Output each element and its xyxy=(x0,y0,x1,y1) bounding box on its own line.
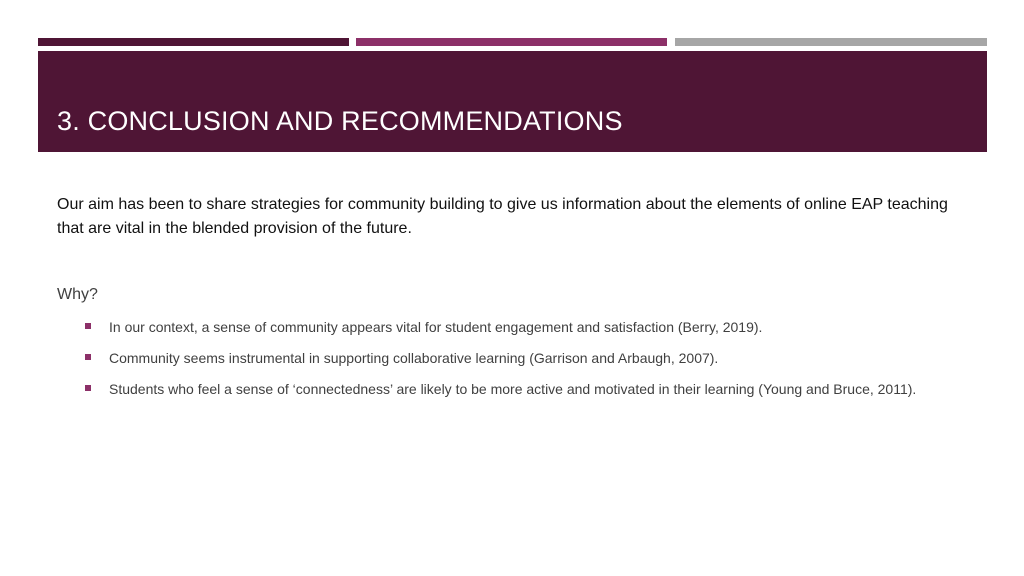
bullet-item xyxy=(83,348,973,368)
square-bullet-icon xyxy=(85,323,91,329)
title-band xyxy=(38,51,987,152)
square-bullet-icon xyxy=(85,354,91,360)
slide-title: 3. CONCLUSION AND RECOMMENDATIONS xyxy=(57,106,623,136)
intro-paragraph: Our aim has been to share strategies for community building to give us information about the elements of online EAP teaching that are vital in the blended provision of the future. xyxy=(57,196,948,237)
bullet-text: In our context, a sense of community appears vital for student engagement and satisfaction (Berry, 2019). xyxy=(109,319,763,335)
why-heading: Why? xyxy=(57,286,98,303)
accent-bar-dark xyxy=(38,38,349,46)
bullet-text: Students who feel a sense of ‘connectedness’ are likely to be more active and motivated in their learning (Young and Bruce, 2011). xyxy=(109,381,917,397)
bullet-item xyxy=(83,379,973,399)
bullet-text: Community seems instrumental in supporting collaborative learning (Garrison and Arbaugh, 2007). xyxy=(109,350,719,366)
accent-bar-gray xyxy=(675,38,987,46)
accent-bar-magenta xyxy=(356,38,667,46)
square-bullet-icon xyxy=(85,385,91,391)
bullet-list xyxy=(83,317,973,410)
bullet-item xyxy=(83,317,973,337)
